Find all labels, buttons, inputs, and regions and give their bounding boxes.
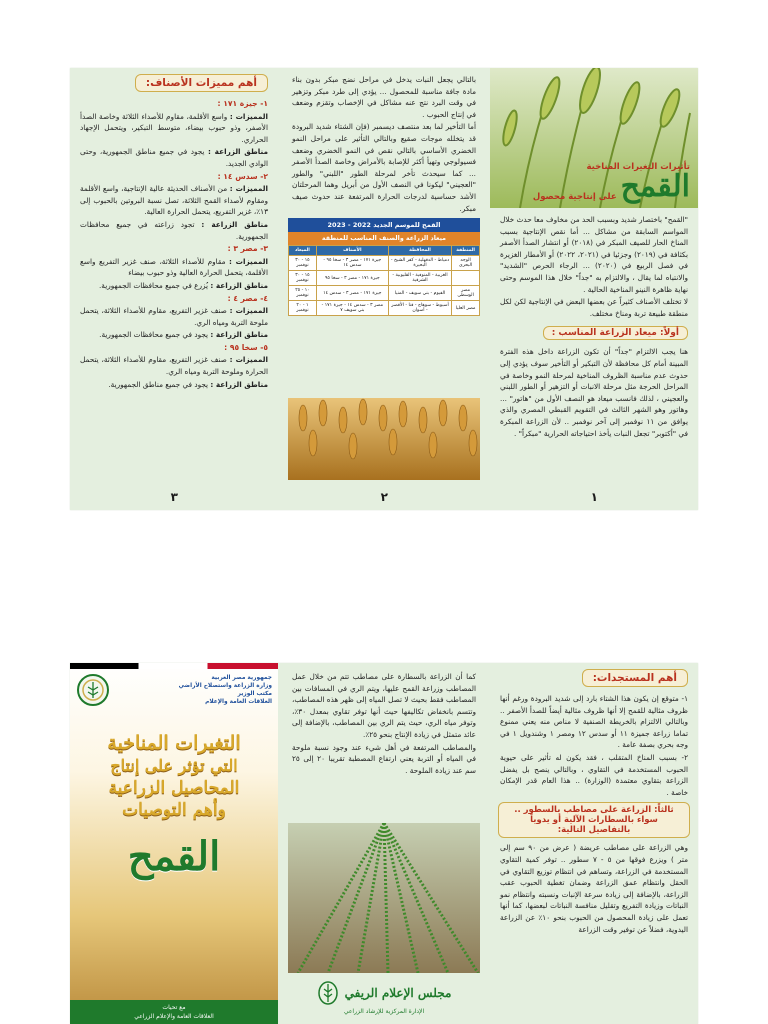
variety-title: ٣- مصر ٣ : bbox=[227, 244, 268, 254]
table-cell: جيزة ١٧١ - مصر ٣ - سخا ٩٥ - سدس ١٤ bbox=[316, 256, 388, 271]
areas-label: مناطق الزراعة : bbox=[210, 280, 268, 290]
features-text: من الأصناف الحديثة عالية الإنتاجية، واسع الأقلمة ومقاوم لأصداء القمح الثلاثة، تصل نسبة البروتين بالحبوب إلى ١٣٪، غزير التفريع، يتحمل الحرارة العالية. bbox=[80, 184, 268, 217]
cover-footer-line2: العلاقات العامة والإعلام الزراعي bbox=[134, 1013, 214, 1020]
table-cell: ١٥ - ٣٠ نوفمبر bbox=[289, 271, 317, 286]
variety-features bbox=[80, 256, 268, 279]
variety-title: ٥- سخا ٩٥ : bbox=[224, 342, 268, 352]
panel-news bbox=[490, 663, 698, 1024]
golden-wheat-image bbox=[288, 398, 480, 480]
panel-terraces-cont bbox=[282, 663, 486, 1024]
features-label: المميزات : bbox=[229, 355, 268, 365]
terraces-cont-paragraph-1: كما أن الزراعة بالسطارة على مصاطب تتم من خلال عمل المصاطب وزراعة القمح عليها، ويتم الري في المسافات بين المصاطب فقط بحيث لا تصل المياه إلى ظهر هذه المصاطب، وتتسم بانخفاض تكاليفها حيث أنها توفر تقاوي بمعدل ٣٠٪، وتوفر مياه الري، حيث يتم الري بين المصاطب، بالإضافة إلى عائد متمثل في زيادة الإنتاج بنحو ٢٥٪. bbox=[292, 672, 476, 739]
cover-title-line3: المحاصيل الزراعية bbox=[108, 778, 240, 798]
panel2-paragraph-1: بالتالي يجعل النبات يدخل في مراحل نضج مبكر بدون بناء مادة جافة مناسبة للمحصول ... يؤدي إلى طرد مبكر وتزهير في وقت البرد نتج عنه مشاكل في الإخصاب وتقزم وضعف في إنتاج الحبوب . bbox=[292, 75, 476, 119]
page-number: ٢ bbox=[380, 490, 388, 504]
table-cell bbox=[452, 271, 480, 286]
news-paragraph-1: ١- متوقع إن يكون هذا الشتاء بارد إلى شديد البرودة ورغم أنها ظروف مثالية للقمح إلا أنها ظروف مثالية أيضاً للصدأ الأصفر .. وبالتالي الالتزام بالخريطة الصنفية لا مناص منه يعني ممنوع تماما زراعة جميزة ١١ أو سدس ١٢ ومصر ١ وشندويل ١ في وجه بحري بصفة عامة . bbox=[500, 694, 688, 750]
table-subtitle: ميعاد الزراعة والصنف المناسب للمنطقة bbox=[288, 232, 480, 245]
news-paragraph-2: ٢- بسبب المناخ المتقلب ، فقد يكون له تأثير على حيوية الحبوب المستخدمة في التقاوي ، وبالتالي ينصح بل يفضل الزراعة بتقاوي معتمدة (الوزارة) .. هذا العام قدر الإمكان خاصة . bbox=[500, 752, 688, 797]
org-line: مكتب الوزير bbox=[237, 691, 272, 697]
table-title: القمح للموسم الجديد 2022 - 2023 bbox=[288, 218, 480, 232]
page-number: ١ bbox=[590, 490, 598, 504]
terraces-paragraph: وهي الزراعة على مصاطب عريضة ( عرض من ٩٠ سم إلى متر ) ويزرع فوقها من ٥ - ٧ سطور .. توفر كمية التقاوي المستخدمة في الزراعة، وتساهم في انتظام توزيع التقاوي في الحقل وانتظام عمق الزراعة وضمان تغطية الحبوب عقب الزراعة، بالإضافة إلى زيادة سرعة الإنبات ونسبته وانتظام نمو النباتات وزيادة التفريع وتقليل منافسة النباتات لبعضها، كما أنها تعمل على زيادة المحصول من الحبوب بنحو ١٠٪ عن الزراعة اليدوية، فضلاً عن توفير وقت الزراعة bbox=[500, 843, 688, 934]
variety-title: ٤- مصر ٤ : bbox=[227, 293, 268, 303]
panel-2 bbox=[282, 68, 486, 510]
table-cell: مصر ٣ - سدس ١٤ - جيزة ١٧١ - بني سويف ٧ bbox=[316, 301, 388, 316]
table-row bbox=[289, 256, 480, 271]
table-row bbox=[289, 271, 480, 286]
org-line: وزارة الزراعة واستصلاح الأراضي bbox=[178, 683, 272, 689]
green-field-image bbox=[288, 823, 480, 973]
features-label: المميزات : bbox=[229, 306, 268, 316]
variety-title: ١- جيزة ١٧١ : bbox=[217, 99, 268, 108]
table-cell: ١ - ٢٠ نوفمبر bbox=[289, 301, 317, 316]
ministry-text-block bbox=[179, 674, 272, 706]
wheat-header-image bbox=[490, 68, 698, 208]
cover-title-line4: وأهم التوصيات bbox=[122, 800, 226, 820]
table-cell: مصر الوسطى bbox=[452, 286, 480, 301]
table-header: المنطقة bbox=[452, 246, 480, 256]
terraces-heading-box bbox=[498, 802, 690, 838]
variety-features bbox=[80, 354, 268, 377]
features-label: المميزات : bbox=[229, 184, 268, 194]
terraces-heading-line1: ثالثاً: الزراعة على مصاطب بالسطور .. bbox=[514, 805, 674, 816]
areas-text: يجود في جميع مناطق الجمهورية، وحتى الوادي الجديد. bbox=[80, 147, 268, 168]
org-line: العلاقات العامة والإعلام bbox=[205, 699, 272, 705]
variety-areas bbox=[80, 146, 268, 169]
rural-media-footer bbox=[282, 980, 486, 1024]
table-cell: جيزة ١٧١ - مصر ٣ - سخا ٩٥ bbox=[316, 271, 388, 286]
ministry-seal-icon bbox=[76, 673, 110, 707]
features-text: واسع الأقلمة، مقاوم للأصداء الثلاثة وخاصة الصدأ الأصفر، وذو حبوب بيضاء، متوسط التبكير، ويتحمل الإجهاد الحراري. bbox=[80, 111, 268, 144]
variety-areas bbox=[80, 280, 268, 292]
wheat-golden-photo bbox=[288, 398, 480, 480]
panel-1 bbox=[490, 68, 698, 510]
news-text bbox=[490, 693, 698, 798]
table-cell: الفيوم - بني سويف - المنيا bbox=[388, 286, 451, 301]
org-line: جمهورية مصر العربية bbox=[211, 675, 272, 681]
features-text: صنف غزير التفريع، مقاوم للأصداء الثلاثة، يتحمل ملوحة التربة ومياه الري. bbox=[80, 306, 268, 327]
areas-label: مناطق الزراعة : bbox=[210, 379, 268, 389]
terraces-heading-line2: سواء بالسطارات الآلية أو يدوياً bbox=[530, 815, 658, 826]
table-header: المحافظة bbox=[388, 246, 451, 256]
rural-media-logo-icon bbox=[317, 980, 339, 1006]
news-heading: أهم المستجدات: bbox=[582, 669, 688, 687]
table-header: الأصناف bbox=[316, 246, 388, 256]
terraces-heading-line3: بالتفاصيل التالية: bbox=[557, 825, 631, 836]
areas-label: مناطق الزراعة : bbox=[210, 330, 268, 340]
terraces-cont-paragraph-2: والمصاطب المرتفعة في أهل شيء عند وجود نسبة ملوحة في المياه أو التربة يعني ارتفاع المصطبة تقريبا ٢٠ إلى ٢٥ سم عند زيادة الملوحة . bbox=[292, 742, 476, 775]
variety-areas bbox=[80, 219, 268, 242]
areas-text: تجود زراعته في جميع محافظات الجمهورية. bbox=[80, 219, 268, 241]
title-wheat: القمح bbox=[620, 169, 690, 204]
page-number: ٣ bbox=[170, 490, 178, 504]
green-field-photo bbox=[288, 823, 480, 973]
features-label: المميزات : bbox=[228, 256, 268, 266]
intro-text bbox=[490, 208, 698, 319]
cover-crop-title: القمح bbox=[127, 833, 221, 880]
cover-title-block bbox=[70, 731, 278, 883]
table-cell: جيزة ١٧١ - مصر ٣ - سدس ١٤ bbox=[316, 286, 388, 301]
sowing-paragraph: هنا يجب الالتزام "جداً" أن تكون الزراعة داخل هذه الفترة المبينة أمام كل محافظة لأن التبكير أو التأخير سوف يؤدي إلى حدوث عدم مناسبة الظروف المناخية لمرحلة النمو وخاصة في المراحل الحرجة مثل مرحلة الانبات أو التزهير أو الطور اللبني والعجيني ، لذلك فانسب ميعاد هو النصف الأول من "هاتور" ... وهاتور وهو الشهر الثالث في التقويم القبطي المصري والذي يوافق من ١١ نوفمبر إلى آخر نوفمبر .. لأن الزراعة المبكرة في "أكتوبر" تجعل النبات يأخذ احتياجاته الحرارية "مبكراً" . bbox=[500, 347, 688, 438]
panel2-text bbox=[282, 68, 486, 214]
table-cell: ١٥ - ٣٠ نوفمبر bbox=[289, 256, 317, 271]
areas-text: يجود في جميع مناطق الجمهورية. bbox=[108, 379, 209, 389]
sowing-text bbox=[490, 346, 698, 439]
panel-title-block bbox=[533, 162, 690, 202]
varieties-list bbox=[70, 98, 278, 390]
title-subtitle-line1: تأثيرات التغيرات المناخية bbox=[586, 162, 690, 172]
cover-title-line2: التي تؤثر على إنتاج bbox=[110, 756, 238, 775]
table-cell: مصر العليا bbox=[452, 301, 480, 316]
panel-3 bbox=[70, 68, 278, 510]
variety-features bbox=[80, 183, 268, 218]
varieties-heading: أهم مميزات الأصناف: bbox=[135, 74, 268, 92]
brochure-outer-sheet bbox=[70, 68, 698, 510]
table-cell: الوجه البحري bbox=[452, 256, 480, 271]
terraces-text bbox=[490, 842, 698, 935]
table-header: الميعاد bbox=[289, 246, 317, 256]
table-row bbox=[289, 301, 480, 316]
schedule-table bbox=[288, 245, 480, 316]
variety-title: ٢- سدس ١٤ : bbox=[217, 171, 268, 181]
table-cell: ١٠ - ٢٥ نوفمبر bbox=[289, 286, 317, 301]
intro-paragraph: "القمح" باختصار شديد وبسبب الحد من مخاوف معا حدث خلال المواسم السابقة من مشاكل ... أما نقص الإنتاجية بسبب المناخ الحار للصيف المبكر في (٢٠١٨) أو انتشار الصدأ الأصفر بكثافة في (٢٠١٩) وجزئيا في (٢٠٢١، ٢٠٢٢) أو الأمطار الغزيرة في فصل الربيع في (٢٠٢٠) ... الرجاء الحرص "الشديد" والانتباه لما يقال ، والالتزام به "جداً" خلال هذا الموسم وحتى نهاية ظاهرة النينو المناخية الحالية . bbox=[500, 215, 688, 294]
terraces-cont-text bbox=[282, 663, 486, 776]
features-label: المميزات : bbox=[229, 111, 268, 121]
cover-header bbox=[70, 669, 278, 711]
cover-panel bbox=[70, 663, 278, 1024]
variety-areas bbox=[80, 379, 268, 391]
brochure-inner-sheet bbox=[70, 663, 698, 1024]
variety-features bbox=[80, 305, 268, 328]
table-cell: الغربية - المنوفية - القليوبية - الشرقية bbox=[388, 271, 451, 286]
cover-title-line1: التغيرات المناخية bbox=[107, 732, 241, 754]
sowing-schedule-table bbox=[288, 218, 480, 316]
areas-label: مناطق الزراعة : bbox=[201, 219, 268, 229]
intro-paragraph-2: لا تختلف الأصناف كثيراً عن بعضها البعض في الإنتاجية لكن لكل منطقة طبيعة تربة ومناخ مختلف. bbox=[500, 297, 688, 318]
cover-footer-line1: مع تحيات bbox=[162, 1004, 186, 1011]
variety-areas bbox=[80, 329, 268, 341]
footer-sub: الإدارة المركزية للإرشاد الزراعي bbox=[343, 1008, 425, 1015]
cover-footer bbox=[70, 1000, 278, 1024]
areas-text: يُزرع في جميع محافظات الجمهورية. bbox=[98, 280, 209, 290]
features-text: صنف غزير التفريع، مقاوم للأصداء الثلاثة، يتحمل الحرارة وملوحة التربة ومياه الري. bbox=[80, 355, 268, 377]
features-text: مقاوم للأصداء الثلاثة، صنف غزير التفريع واسع الأقلمة، يتحمل الحرارة العالية وذو حبوب بيضاء bbox=[80, 256, 268, 278]
areas-text: يجود في جميع محافظات الجمهورية. bbox=[99, 330, 209, 340]
areas-label: مناطق الزراعة : bbox=[208, 147, 268, 157]
variety-features bbox=[80, 111, 268, 146]
table-cell: أسيوط - سوهاج - قنا - الأقصر - أسوان bbox=[388, 301, 451, 316]
panel2-paragraph-2: أما التأخير لما بعد منتصف ديسمبر (فإن الشتاء شديد البرودة قد يتخلله موجات صقيع وبالتالي التأثير على مراحل النمو الخضري الأساسي بالتالي نقص في النمو الخضري وضعف فسيولوجي وتهيأ أكثر للإصابة بالأمراض وخاصة الصدأ الأصفر ... كما سيحدث تأخر لمرحلة الطور "اللبني" والطور "العجيني" ليكونا في النصف الأول من أبريل وهما المرحلتان الأشد حساسية لدرجات الحرارة المرتفعة عند حدوث صيف مبكر. bbox=[292, 122, 476, 213]
table-cell: دمياط - الدقهلية - كفر الشيخ - البحيرة bbox=[388, 256, 451, 271]
section-heading-sowing: أولاً: ميعاد الزراعة المناسب : bbox=[543, 326, 688, 340]
table-row bbox=[289, 286, 480, 301]
title-subtitle-line2: على إنتاجية محصول bbox=[532, 192, 617, 202]
footer-brand: مجلس الإعلام الريفي bbox=[344, 986, 452, 1000]
